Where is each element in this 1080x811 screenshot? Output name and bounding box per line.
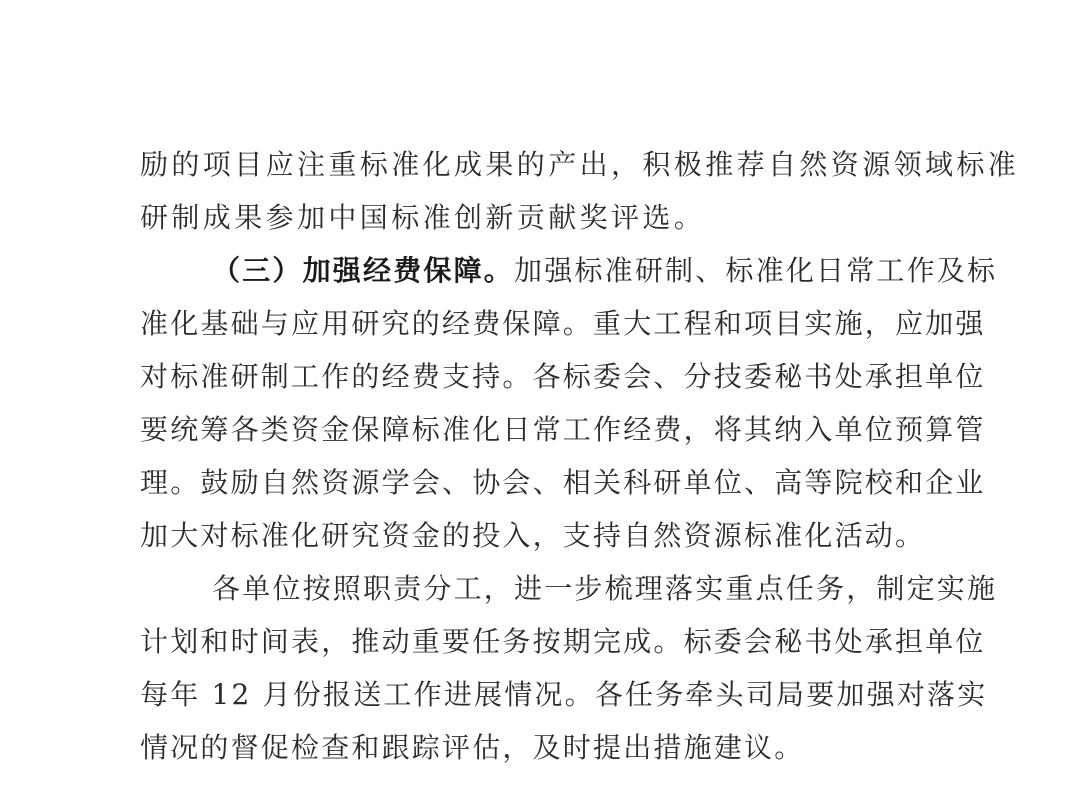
text-line: 对标准研制工作的经费支持。各标委会、分技委秘书处承担单位 <box>140 360 986 393</box>
text-line: 理。鼓励自然资源学会、协会、相关科研单位、高等院校和企业 <box>140 466 986 499</box>
text-line: 准化基础与应用研究的经费保障。重大工程和项目实施，应加强 <box>140 307 986 340</box>
text-line: 计划和时间表，推动重要任务按期完成。标委会秘书处承担单位 <box>140 625 986 658</box>
section-text: 加强标准研制、标准化日常工作及标 <box>514 254 998 287</box>
text-line: 励的项目应注重标准化成果的产出，积极推荐自然资源领域标准 <box>140 148 1020 181</box>
text-line: 研制成果参加中国标准创新贡献奖评选。 <box>140 201 706 234</box>
document-body <box>140 138 1020 774</box>
paragraph-start: 各单位按照职责分工，进一步梳理落实重点任务，制定实施 <box>212 572 998 605</box>
text-line: 情况的督促检查和跟踪评估，及时提出措施建议。 <box>140 731 805 764</box>
text-line: 每年 12 月份报送工作进展情况。各任务牵头司局要加强对落实 <box>140 678 988 711</box>
text-line: 要统筹各类资金保障标准化日常工作经费，将其纳入单位预算管 <box>140 413 986 446</box>
section-heading: （三）加强经费保障。 <box>212 254 515 287</box>
section-paragraph-start <box>140 244 998 297</box>
text-line: 加大对标准化研究资金的投入，支持自然资源标准化活动。 <box>140 519 926 552</box>
